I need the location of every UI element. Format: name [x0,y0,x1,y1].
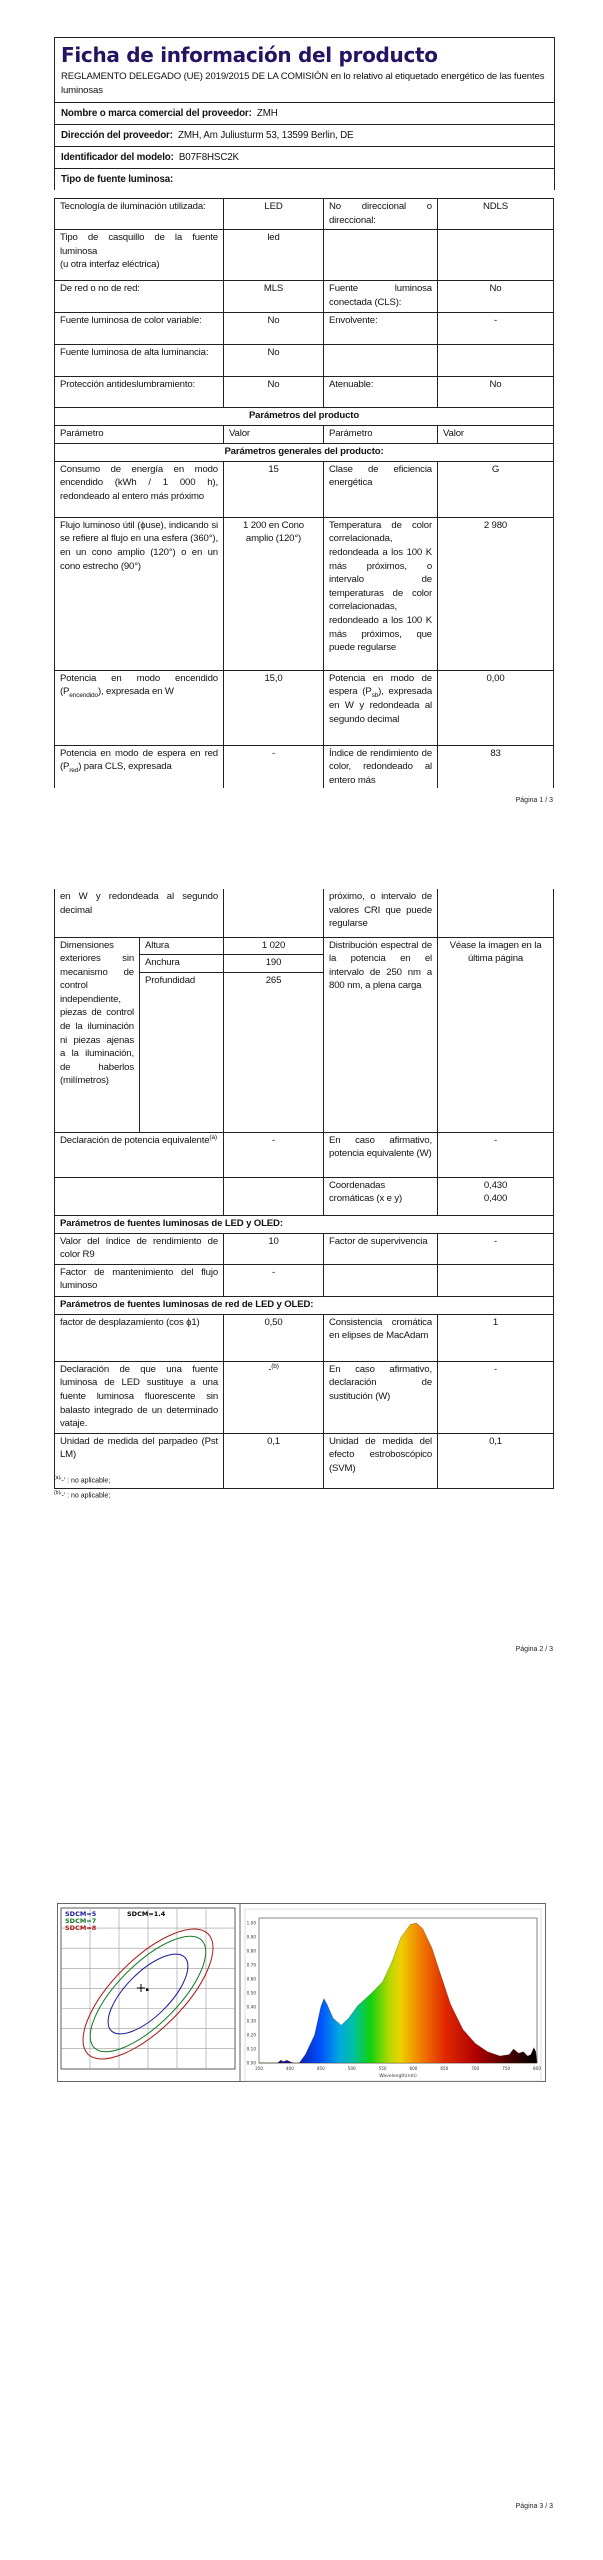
legend-label: SDCM=8 [65,1924,97,1932]
column-header: Parámetro [55,426,224,444]
source-type-row [55,168,554,190]
param-value: 10 [224,1233,324,1264]
param-value: led [224,230,324,281]
param-value: 0,1 [224,1433,324,1488]
table-row [55,1361,554,1433]
param-value: - [438,1132,554,1177]
param-label: Índice de rendimiento de color, redondeado al entero más [324,745,438,788]
param-value: No [438,377,554,408]
supplier-address-row [55,124,554,146]
param-value: 1 200 en Cono amplio (120°) [224,517,324,670]
table-row [55,230,554,281]
section-heading: Parámetros de fuentes luminosas de red de LED y OLED: [55,1296,554,1314]
param-label: En caso afirmativo, potencia equivalente (W) [324,1132,438,1177]
param-value: LED [224,199,324,230]
param-label [55,1177,224,1215]
param-value: 0,430 0,400 [438,1177,554,1215]
footnote [54,1472,110,1487]
cell-text: ), expresada en W y redondeada al segundo decimal [329,686,433,725]
page-number: Página 1 / 3 [515,797,553,804]
sdcm-annotation: SDCM=1.4 [127,1910,166,1918]
param-value: NDLS [438,199,554,230]
footnote-mark: (b) [54,1490,61,1497]
footnotes [54,1472,110,1503]
param-label [55,745,224,788]
param-label [324,230,438,281]
param-label: Consumo de energía en modo encendido (kWh / 1 000 h), redondeado al entero más próximo [55,461,224,517]
param-value: 1 020 [224,937,324,955]
footnote-text: '-' : no aplicable; [60,1477,111,1485]
param-value [224,889,324,937]
table-row [55,1215,554,1233]
model-id-row [55,146,554,168]
param-label: Consistencia cromática en elipses de MacAdam [324,1314,438,1361]
param-label [324,1264,438,1296]
param-label: Clase de eficiencia energética [324,461,438,517]
x-tick-label: 750 [502,2066,511,2071]
x-tick-label: 400 [285,2066,294,2071]
table-row [55,461,554,517]
x-tick-label: 450 [316,2066,325,2071]
cell-script: red [69,767,79,775]
param-label [55,670,224,745]
param-value: 0,1 [438,1433,554,1488]
table-row [55,377,554,408]
supplier-name-row [55,102,554,124]
param-label: Fuente luminosa de color variable: [55,313,224,345]
spectrum-chart [245,1909,541,2081]
column-header: Valor [224,426,324,444]
product-parameters-table-p2 [54,889,554,1489]
y-tick-label: 0.40 [246,2004,256,2010]
param-label: Protección antideslumbramiento: [55,377,224,408]
product-info-header [54,37,555,190]
param-value: 83 [438,745,554,788]
cell-text: - [268,1363,272,1375]
param-value: 0,50 [224,1314,324,1361]
x-tick-label: 550 [378,2066,387,2071]
param-value: 15,0 [224,670,324,745]
param-label: Tecnología de iluminación utilizada: [55,199,224,230]
x-tick-label: 650 [440,2066,449,2071]
param-label [324,345,438,377]
table-row [55,1314,554,1361]
param-label: Factor de mantenimiento del flujo luminoso [55,1264,224,1296]
page-title: Ficha de información del producto [61,43,438,67]
y-tick-label: 0.90 [246,1934,256,1940]
param-label: Temperatura de color correlacionada, redondeada a los 100 K más próximos, o intervalo de temperaturas de color correlacionadas, redondeado a los 100 K más próximos, que puede regularse [324,517,438,670]
param-label: Factor de supervivencia [324,1233,438,1264]
param-value: G [438,461,554,517]
param-label: Unidad de medida del parpadeo (Pst LM) [55,1433,224,1488]
table-row [55,670,554,745]
footnote-text: '-' : no aplicable; [60,1492,111,1500]
param-value [438,1264,554,1296]
y-tick-label: 0.00 [246,2060,256,2066]
cell-text: Potencia en modo de espera (P [329,672,432,698]
cell-script: (a) [209,1133,217,1141]
param-value: - [438,1233,554,1264]
legend-label: SDCM=5 [65,1910,97,1918]
param-label [324,670,438,745]
page-number: Página 3 / 3 [515,2503,553,2510]
param-value: - [438,313,554,345]
param-label: Distribución espectral de la potencia en el intervalo de 250 nm a 800 nm, a plena carga [324,937,438,1132]
param-value: - [224,1264,324,1296]
page-number: Página 2 / 3 [515,1646,553,1653]
table-row [55,199,554,230]
table-row [55,408,554,426]
param-label: Atenuable: [324,377,438,408]
y-tick-label: 1.00 [246,1920,256,1926]
param-value [438,230,554,281]
param-label: Unidad de medida del efecto estroboscópico (SVM) [324,1433,438,1488]
param-value [438,345,554,377]
section-heading: Parámetros generales del producto: [55,443,554,461]
legend-label: SDCM=7 [65,1917,97,1925]
supplier-address: ZMH, Am Juliusturm 53, 13599 Berlin, DE [177,130,354,141]
table-row [55,1296,554,1314]
param-label: Declaración de que una fuente luminosa de LED sustituye a una fuente luminosa fluorescente sin balasto integrado de un determinado vataje. [55,1361,224,1433]
table-row [55,1264,554,1296]
table-row [55,313,554,345]
param-value: 15 [224,461,324,517]
table-row [55,937,554,955]
macadam-ellipse-chart [61,1908,235,2079]
table-row [55,745,554,788]
param-label: Envolvente: [324,313,438,345]
param-label: De red o no de red: [55,281,224,313]
supplier-address-label: Dirección del proveedor: [61,130,173,141]
param-label: Flujo luminoso útil (ϕuse), indicando si se refiere al flujo en una esfera (360°), en un cono amplio (120°) o en un cono estrecho (90°) [55,517,224,670]
param-label: En caso afirmativo, declaración de sustitución (W) [324,1361,438,1433]
supplier-name: ZMH [256,108,278,119]
table-row [55,443,554,461]
table-row [55,1233,554,1264]
param-value: Véase la imagen en la última página [438,937,554,1132]
table-row [55,1433,554,1488]
param-label: factor de desplazamiento (cos ϕ1) [55,1314,224,1361]
param-label: Fuente luminosa conectada (CLS): [324,281,438,313]
table-row [55,345,554,377]
x-tick-label: 350 [255,2066,263,2071]
param-value: 265 [224,972,324,1132]
cell-script: encendido [69,692,98,700]
param-label: próximo, o intervalo de valores CRI que puede regularse [324,889,438,937]
param-label: Dimensiones exteriores sin mecanismo de control independiente, piezas de control de la iluminación ni piezas ajenas a la iluminación, de haberlos (milímetros) [55,937,140,1132]
table-row [55,517,554,670]
y-tick-label: 0.30 [246,2018,256,2024]
cell-text: ) para CLS, expresada [78,761,172,773]
section-heading: Parámetros del producto [55,408,554,426]
cell-text: Potencia en modo encendido (P [60,672,218,698]
footnote-mark: (a) [54,1475,61,1481]
table-row [55,281,554,313]
supplier-name-label: Nombre o marca comercial del proveedor: [61,108,252,119]
x-tick-label: 700 [471,2066,480,2071]
x-tick-label: 600 [409,2066,418,2071]
dimension-label: Anchura [140,955,224,973]
column-header: Parámetro [324,426,438,444]
param-value: 2 980 [438,517,554,670]
param-value: 190 [224,955,324,973]
cell-text: Declaración de potencia equivalente [60,1134,210,1146]
param-label: Valor del índice de rendimiento de color R9 [55,1233,224,1264]
page2-table-wrapper [54,889,554,1489]
param-value [224,1361,324,1433]
spectral-figures [57,1903,546,2082]
param-value: 0,00 [438,670,554,745]
param-value: 1 [438,1314,554,1361]
footnote [54,1487,110,1502]
param-value: - [224,745,324,788]
param-label [55,1132,224,1177]
param-label: en W y redondeada al segundo decimal [55,889,224,937]
param-label: Coordenadas cromáticas (x e y) [324,1177,438,1215]
table-row [55,889,554,937]
y-tick-label: 0.50 [246,1990,256,1996]
measured-point [146,1989,149,1992]
y-tick-label: 0.70 [246,1962,256,1968]
param-value: No [224,313,324,345]
param-value: No [224,345,324,377]
page1-table-wrapper [54,198,554,788]
dimension-label: Profundidad [140,972,224,1132]
source-type-label: Tipo de fuente luminosa: [61,174,174,185]
param-value [224,1177,324,1215]
param-label: Tipo de casquillo de la fuente luminosa (u otra interfaz eléctrica) [55,230,224,281]
y-tick-label: 0.60 [246,1976,256,1982]
dimension-label: Altura [140,937,224,955]
cell-text: ), expresada en W [97,686,174,698]
table-row [55,1177,554,1215]
table-row [55,1132,554,1177]
param-value: No [224,377,324,408]
model-id-label: Identificador del modelo: [61,152,174,163]
product-parameters-table-p1 [54,198,554,788]
param-label: Fuente luminosa de alta luminancia: [55,345,224,377]
cell-script: sb [371,692,379,700]
x-axis-label: Wavelength(nm) [379,2074,417,2079]
y-tick-label: 0.80 [246,1948,256,1954]
column-header: Valor [438,426,554,444]
param-value: - [438,1361,554,1433]
x-tick-label: 800 [533,2066,541,2071]
param-value: - [224,1132,324,1177]
cell-script: (b) [271,1362,279,1370]
param-label: No direccional o direccional: [324,199,438,230]
param-value: MLS [224,281,324,313]
y-tick-label: 0.10 [246,2046,256,2052]
x-tick-label: 500 [347,2066,356,2071]
cell-text: Potencia en modo de espera en red (P [60,747,218,773]
param-value: No [438,281,554,313]
section-heading: Parámetros de fuentes luminosas de LED y OLED: [55,1215,554,1233]
model-id: B07F8HSC2K [178,152,239,163]
y-tick-label: 0.20 [246,2032,256,2038]
regulation-subtitle: REGLAMENTO DELEGADO (UE) 2019/2015 DE LA COMISIÓN en lo relativo al etiquetado energético de las fuentes luminosas [61,71,545,96]
table-row [55,426,554,444]
param-value [438,889,554,937]
